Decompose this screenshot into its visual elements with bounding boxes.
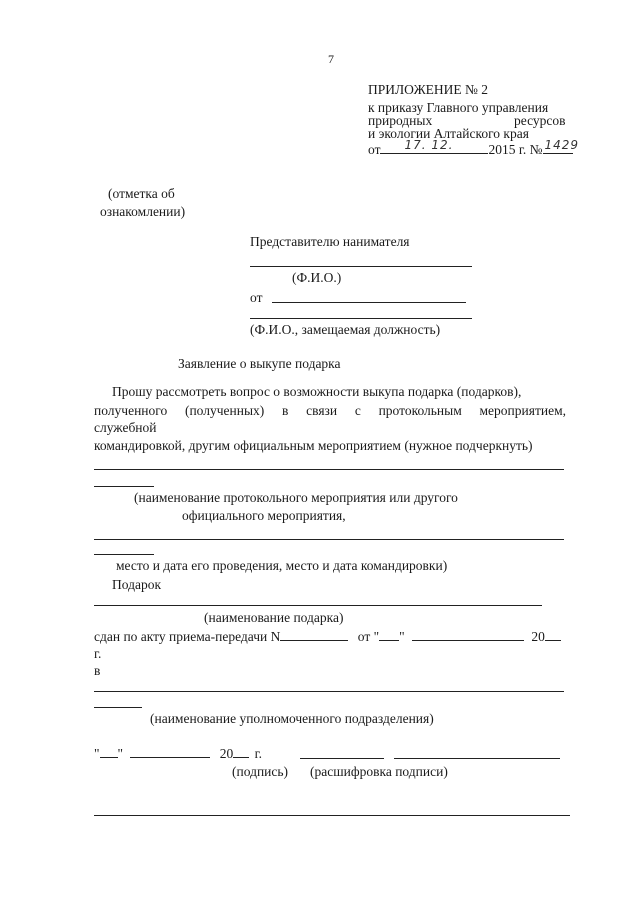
date-underline [380, 138, 488, 154]
gift-fill-line [94, 605, 542, 606]
caption-place: место и дата его проведения, место и дата командировки) [116, 558, 448, 573]
in-label: в [94, 663, 101, 678]
sign-date-row [94, 745, 262, 761]
caption-decoding: (расшифровка подписи) [310, 764, 448, 779]
appendix-line-3: и экологии Алтайского края [368, 126, 529, 141]
event-fill-line-1b [94, 486, 154, 487]
acquaintance-mark-line-2: ознакомлении) [100, 204, 186, 219]
appendix-line-1: к приказу Главного управления [368, 100, 549, 115]
body-line-1: Прошу рассмотреть вопрос о возможности выкупа подарка (подарков), [112, 384, 522, 399]
handwritten-number: 1429 [544, 138, 580, 152]
caption-gift: (наименование подарка) [204, 610, 344, 625]
addressee-title: Представителю нанимателя [250, 234, 410, 249]
caption-signature: (подпись) [232, 764, 289, 779]
body-line-3: служебной [94, 420, 157, 435]
act-year: 20 [531, 629, 545, 644]
signature-line [300, 758, 384, 759]
number-underline [543, 138, 580, 154]
act-quote: " [399, 629, 405, 644]
act-year-suffix: г. [94, 646, 102, 661]
event-fill-line-2 [94, 539, 564, 540]
sign-year-blank [233, 745, 249, 758]
caption-event-2: официального мероприятия, [182, 508, 346, 523]
department-fill-line-b [94, 707, 142, 708]
page-number: 7 [328, 52, 334, 66]
caption-event-1: (наименование протокольного мероприятия или другого [134, 490, 458, 505]
sign-year: 20 [219, 746, 234, 761]
sign-quote-close: " [117, 746, 124, 761]
addressee-position-label: (Ф.И.О., замещаемая должность) [250, 322, 441, 337]
act-row [94, 628, 561, 644]
appendix-line-2-right: ресурсов [514, 113, 566, 128]
caption-department: (наименование уполномоченного подразделения) [150, 711, 434, 726]
handwritten-date: 17. 12. [404, 138, 454, 152]
year-text: 2015 г. № [488, 142, 543, 157]
body-line-4: командировкой, другим официальным мероприятием (нужное подчеркнуть) [94, 438, 533, 453]
sign-month-blank [130, 745, 210, 758]
event-fill-line-1 [94, 469, 564, 470]
act-prefix: сдан по акту приема-передачи N [94, 629, 281, 644]
act-day-blank [379, 628, 399, 641]
appendix-line-2-left: природных [368, 113, 433, 128]
addressee-from-label: от [250, 290, 263, 305]
acquaintance-mark-line-1: (отметка об [108, 186, 175, 201]
appendix-title: ПРИЛОЖЕНИЕ № 2 [368, 82, 489, 97]
event-fill-line-2b [94, 554, 154, 555]
addressee-position-line [250, 318, 472, 319]
act-number-blank [280, 628, 348, 641]
sign-year-suffix: г. [254, 746, 263, 761]
act-month-blank [412, 628, 524, 641]
addressee-from-line [272, 302, 466, 303]
addressee-fio-label: (Ф.И.О.) [292, 270, 342, 285]
body-line-2: полученного (полученных) в связи с протокольным мероприятием, [94, 403, 566, 418]
appendix-date-row [368, 138, 580, 157]
bottom-line [94, 815, 570, 816]
act-from: от " [357, 629, 380, 644]
sign-day-blank [100, 745, 118, 758]
decoding-line [394, 758, 560, 759]
sign-quote-open: " [94, 746, 100, 761]
department-fill-line [94, 691, 564, 692]
gift-label: Подарок [112, 577, 162, 592]
date-prefix: от [368, 142, 381, 157]
act-year-blank [545, 628, 561, 641]
addressee-name-line [250, 266, 472, 267]
document-title: Заявление о выкупе подарка [178, 356, 341, 371]
